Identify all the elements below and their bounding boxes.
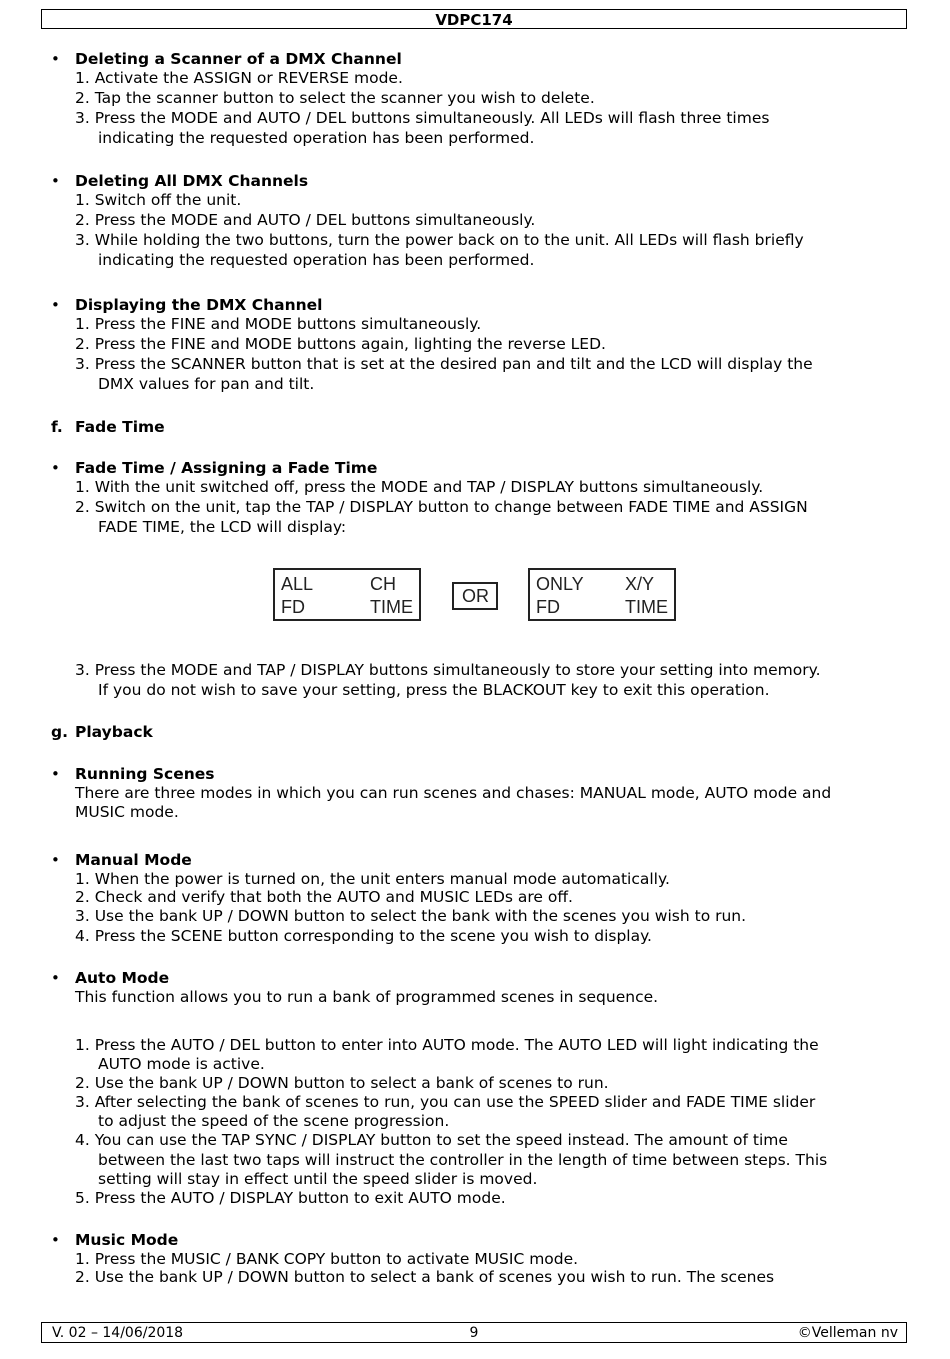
list-item: 2. Tap the scanner button to select the scanner you wish to delete. [75, 89, 595, 107]
or-box [452, 582, 498, 610]
list-item: 1. With the unit switched off, press the MODE and TAP / DISPLAY buttons simultaneously. [75, 478, 764, 496]
list-item-continued: AUTO mode is active. [98, 1055, 265, 1073]
footer-version: V. 02 – 14/06/2018 [52, 1325, 184, 1341]
subsection-label: f. [51, 418, 63, 436]
bullet-icon: • [51, 459, 60, 477]
or-label: OR [462, 586, 489, 606]
page-footer [41, 1322, 907, 1343]
lcd-text: FD [536, 597, 560, 617]
section-title: Music Mode [75, 1231, 179, 1249]
list-item: 1. Press the FINE and MODE buttons simultaneously. [75, 315, 482, 333]
list-item: 3. After selecting the bank of scenes to run, you can use the SPEED slider and FADE TIME slider [75, 1093, 816, 1111]
list-item: 2. Press the MODE and AUTO / DEL buttons simultaneously. [75, 211, 536, 229]
list-item: 1. Press the MUSIC / BANK COPY button to activate MUSIC mode. [75, 1250, 579, 1268]
lcd-text: FD [281, 597, 305, 617]
list-item: 5. Press the AUTO / DISPLAY button to exit AUTO mode. [75, 1189, 506, 1207]
list-item: 3. Press the MODE and TAP / DISPLAY buttons simultaneously to store your setting into memory. [75, 661, 821, 679]
subsection-title: Fade Time [75, 418, 165, 436]
bullet-icon: • [51, 851, 60, 869]
bullet-icon: • [51, 1231, 60, 1249]
list-item-continued: between the last two taps will instruct the controller in the length of time between steps. This [98, 1151, 828, 1169]
bullet-icon: • [51, 969, 60, 987]
list-item: 3. Use the bank UP / DOWN button to select the bank with the scenes you wish to run. [75, 907, 747, 925]
list-item: 1. Press the AUTO / DEL button to enter into AUTO mode. The AUTO LED will light indicating the [75, 1036, 819, 1054]
list-item: 2. Press the FINE and MODE buttons again, lighting the reverse LED. [75, 335, 606, 353]
paragraph-line: There are three modes in which you can run scenes and chases: MANUAL mode, AUTO mode and [75, 784, 832, 802]
section-title: Manual Mode [75, 851, 192, 869]
section-title: Displaying the DMX Channel [75, 296, 323, 314]
list-item: 3. While holding the two buttons, turn the power back on to the unit. All LEDs will flash briefly [75, 231, 804, 249]
paragraph-line: This function allows you to run a bank of programmed scenes in sequence. [75, 988, 659, 1006]
bullet-icon: • [51, 296, 60, 314]
list-item: 2. Use the bank UP / DOWN button to select a bank of scenes to run. [75, 1074, 609, 1092]
footer-page-number: 9 [469, 1325, 479, 1341]
list-item: 1. When the power is turned on, the unit enters manual mode automatically. [75, 870, 670, 888]
section-title: Fade Time / Assigning a Fade Time [75, 459, 378, 477]
subsection-label: g. [51, 723, 68, 741]
page-header [41, 9, 907, 29]
subsection-title: Playback [75, 723, 153, 741]
section-title: Auto Mode [75, 969, 170, 987]
section-title: Deleting All DMX Channels [75, 172, 309, 190]
list-item-continued: FADE TIME, the LCD will display: [98, 518, 347, 536]
list-item-continued: If you do not wish to save your setting, press the BLACKOUT key to exit this operation. [98, 681, 770, 699]
footer-copyright: ©Velleman nv [797, 1325, 898, 1341]
list-item-continued: indicating the requested operation has been performed. [98, 251, 535, 269]
lcd-display-only [528, 568, 676, 621]
list-item: 4. You can use the TAP SYNC / DISPLAY button to set the speed instead. The amount of time [75, 1131, 788, 1149]
list-item: 3. Press the SCANNER button that is set at the desired pan and tilt and the LCD will display the [75, 355, 813, 373]
bullet-icon: • [51, 172, 60, 190]
bullet-icon: • [51, 50, 60, 68]
list-item: 2. Check and verify that both the AUTO and MUSIC LEDs are off. [75, 888, 573, 906]
list-item-continued: DMX values for pan and tilt. [98, 375, 315, 393]
lcd-text: CH [370, 574, 396, 594]
section-title: Deleting a Scanner of a DMX Channel [75, 50, 402, 68]
list-item: 2. Use the bank UP / DOWN button to select a bank of scenes you wish to run. The scenes [75, 1268, 775, 1286]
list-item: 2. Switch on the unit, tap the TAP / DISPLAY button to change between FADE TIME and ASSIGN [75, 498, 808, 516]
lcd-text: ONLY [536, 574, 584, 594]
lcd-text: TIME [625, 597, 668, 617]
list-item: 3. Press the MODE and AUTO / DEL buttons simultaneously. All LEDs will flash three times [75, 109, 770, 127]
list-item-continued: setting will stay in effect until the speed slider is moved. [98, 1170, 538, 1188]
list-item: 4. Press the SCENE button corresponding to the scene you wish to display. [75, 927, 652, 945]
lcd-text: ALL [281, 574, 314, 594]
list-item-continued: indicating the requested operation has been performed. [98, 129, 535, 147]
list-item: 1. Activate the ASSIGN or REVERSE mode. [75, 69, 403, 87]
list-item-continued: to adjust the speed of the scene progression. [98, 1112, 450, 1130]
lcd-display-assign [273, 568, 421, 621]
section-title: Running Scenes [75, 765, 215, 783]
bullet-icon: • [51, 765, 60, 783]
lcd-text: TIME [370, 597, 413, 617]
list-item: 1. Switch off the unit. [75, 191, 242, 209]
document-title: VDPC174 [435, 11, 513, 29]
paragraph-line: MUSIC mode. [75, 803, 179, 821]
lcd-text: X/Y [625, 574, 655, 594]
